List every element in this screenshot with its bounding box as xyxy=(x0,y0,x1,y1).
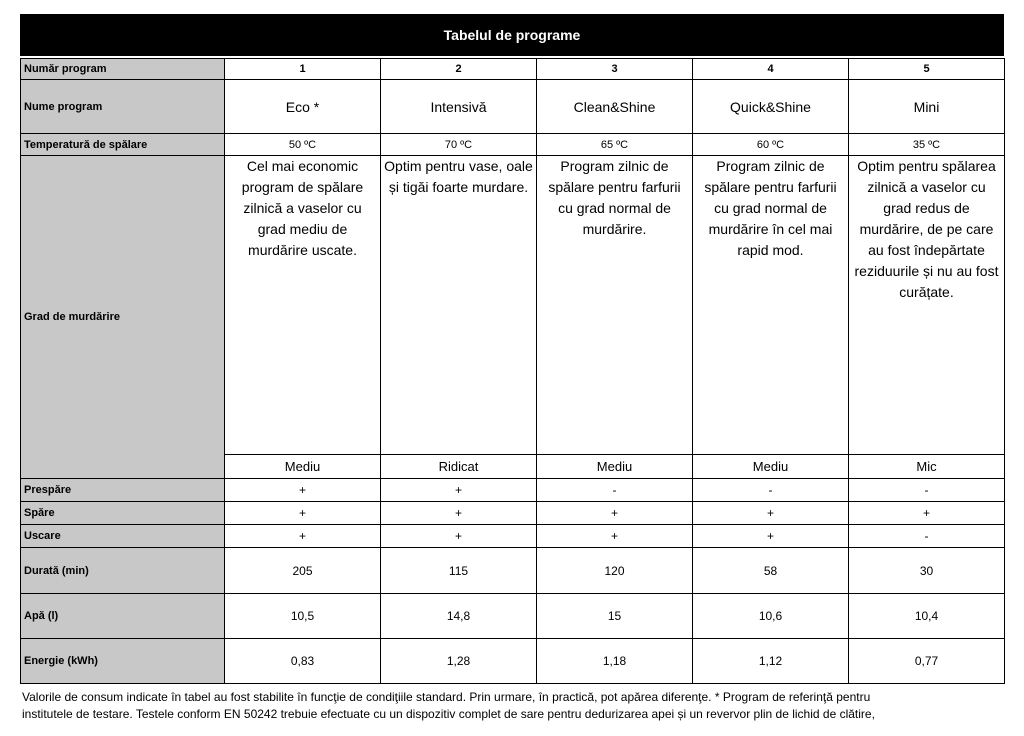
program-number-1: 1 xyxy=(225,59,381,80)
program-desc-4: Program zilnic de spălare pentru farfurii cu grad normal de murdărire în cel mai rapid mod. xyxy=(693,156,849,455)
program-prewash-5: - xyxy=(849,479,1005,502)
program-temp-3: 65 ºC xyxy=(537,134,693,156)
program-energy-3: 1,18 xyxy=(537,639,693,684)
row-duration xyxy=(21,548,1005,594)
program-water-2: 14,8 xyxy=(381,594,537,639)
label-prewash: Prespăre xyxy=(21,479,225,502)
footnote-line-2: institutele de testare. Testele conform EN 50242 trebuie efectuate cu un dispozitiv complet de sare pentru dedurizarea apei și un revervor plin de lichid de clătire, xyxy=(22,707,875,721)
label-drying: Uscare xyxy=(21,525,225,548)
program-energy-2: 1,28 xyxy=(381,639,537,684)
program-prewash-3: - xyxy=(537,479,693,502)
program-level-3: Mediu xyxy=(537,455,693,479)
row-description xyxy=(21,156,1005,455)
program-table-container xyxy=(20,14,1004,684)
label-soiling: Grad de murdărire xyxy=(21,156,225,479)
program-temp-5: 35 ºC xyxy=(849,134,1005,156)
program-energy-4: 1,12 xyxy=(693,639,849,684)
program-duration-4: 58 xyxy=(693,548,849,594)
program-wash-5: + xyxy=(849,502,1005,525)
program-desc-1: Cel mai economic program de spălare zilnică a vaselor cu grad mediu de murdărire uscate. xyxy=(225,156,381,455)
program-drying-1: + xyxy=(225,525,381,548)
row-wash xyxy=(21,502,1005,525)
program-name-2: Intensivă xyxy=(381,80,537,134)
program-water-5: 10,4 xyxy=(849,594,1005,639)
row-temperature xyxy=(21,134,1005,156)
program-table xyxy=(20,58,1005,684)
footnote-line-1: Valorile de consum indicate în tabel au fost stabilite în funcţie de condiţiile standard. Prin urmare, în practică, pot apărea diferenţe. * Program de referinţă pentru xyxy=(22,690,871,704)
program-number-2: 2 xyxy=(381,59,537,80)
program-prewash-4: - xyxy=(693,479,849,502)
program-name-3: Clean&Shine xyxy=(537,80,693,134)
program-drying-3: + xyxy=(537,525,693,548)
program-temp-1: 50 ºC xyxy=(225,134,381,156)
program-name-1: Eco * xyxy=(225,80,381,134)
program-drying-5: - xyxy=(849,525,1005,548)
program-temp-4: 60 ºC xyxy=(693,134,849,156)
label-duration: Durată (min) xyxy=(21,548,225,594)
program-level-4: Mediu xyxy=(693,455,849,479)
program-level-1: Mediu xyxy=(225,455,381,479)
program-number-5: 5 xyxy=(849,59,1005,80)
row-number xyxy=(21,59,1005,80)
row-water xyxy=(21,594,1005,639)
program-water-4: 10,6 xyxy=(693,594,849,639)
row-prewash xyxy=(21,479,1005,502)
program-name-4: Quick&Shine xyxy=(693,80,849,134)
program-water-1: 10,5 xyxy=(225,594,381,639)
program-prewash-1: + xyxy=(225,479,381,502)
program-drying-2: + xyxy=(381,525,537,548)
program-desc-5: Optim pentru spălarea zilnică a vaselor cu grad redus de murdărire, de pe care au fost îndepărtate reziduurile și nu au fost curățate. xyxy=(849,156,1005,455)
row-name xyxy=(21,80,1005,134)
program-duration-1: 205 xyxy=(225,548,381,594)
program-number-4: 4 xyxy=(693,59,849,80)
program-level-2: Ridicat xyxy=(381,455,537,479)
label-name: Nume program xyxy=(21,80,225,134)
label-temperature: Temperatură de spălare xyxy=(21,134,225,156)
row-energy xyxy=(21,639,1005,684)
row-drying xyxy=(21,525,1005,548)
label-wash: Spăre xyxy=(21,502,225,525)
program-prewash-2: + xyxy=(381,479,537,502)
program-level-5: Mic xyxy=(849,455,1005,479)
program-duration-5: 30 xyxy=(849,548,1005,594)
program-energy-5: 0,77 xyxy=(849,639,1005,684)
table-title: Tabelul de programe xyxy=(20,14,1004,56)
program-duration-2: 115 xyxy=(381,548,537,594)
program-energy-1: 0,83 xyxy=(225,639,381,684)
program-number-3: 3 xyxy=(537,59,693,80)
program-desc-3: Program zilnic de spălare pentru farfurii cu grad normal de murdărire. xyxy=(537,156,693,455)
label-energy: Energie (kWh) xyxy=(21,639,225,684)
program-water-3: 15 xyxy=(537,594,693,639)
program-wash-3: + xyxy=(537,502,693,525)
program-duration-3: 120 xyxy=(537,548,693,594)
label-water: Apă (l) xyxy=(21,594,225,639)
program-temp-2: 70 ºC xyxy=(381,134,537,156)
footnote xyxy=(22,689,1012,723)
program-drying-4: + xyxy=(693,525,849,548)
program-wash-4: + xyxy=(693,502,849,525)
program-desc-2: Optim pentru vase, oale și tigăi foarte murdare. xyxy=(381,156,537,455)
program-wash-1: + xyxy=(225,502,381,525)
program-wash-2: + xyxy=(381,502,537,525)
label-number: Număr program xyxy=(21,59,225,80)
program-name-5: Mini xyxy=(849,80,1005,134)
